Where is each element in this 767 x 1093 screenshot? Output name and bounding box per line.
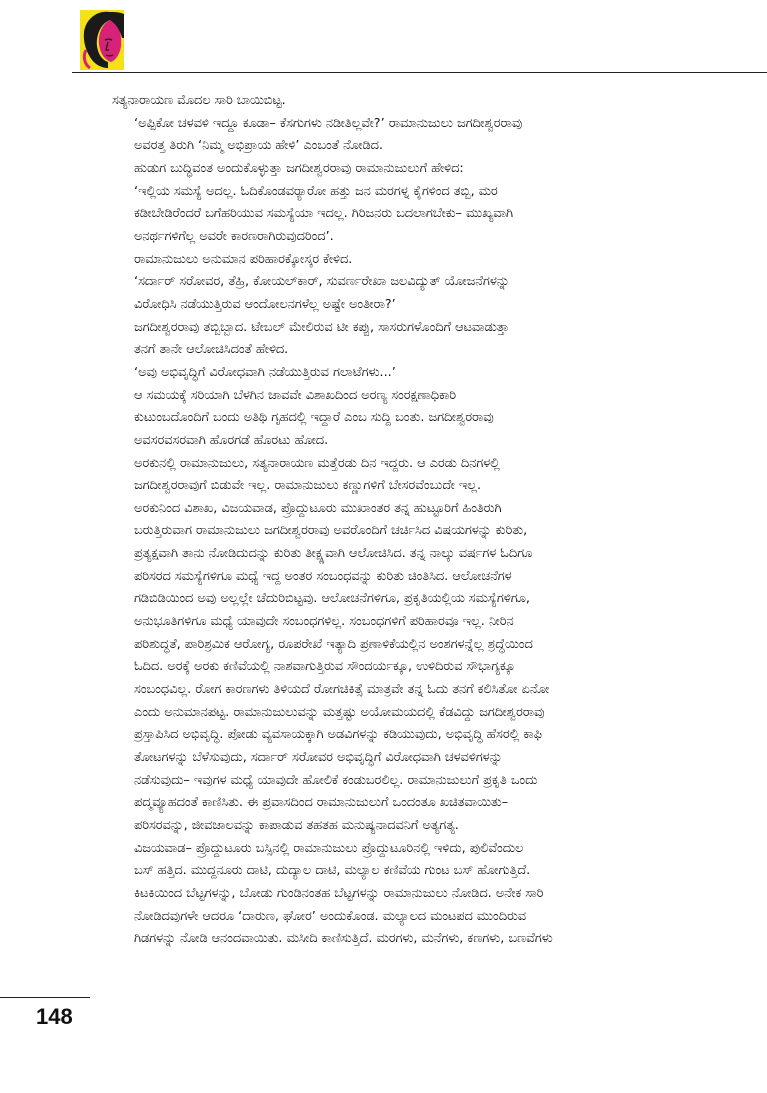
body-text xyxy=(112,90,712,951)
paragraph xyxy=(112,362,712,385)
paragraph xyxy=(112,181,712,249)
paragraph xyxy=(112,385,712,453)
footer-rule xyxy=(0,997,90,998)
text-line: ಕಡೀಬೇಡಿರೆಂದರೆ ಬಗೆಹರಿಯುವ ಸಮಸ್ಯೆಯಾ ಇದಲ್ಲ. ಗಿರಿಜನರು ಬದಲಾಗಬೇಕು– ಮುಖ್ಯವಾಗಿ xyxy=(134,206,514,222)
paragraph xyxy=(112,158,712,181)
paragraph xyxy=(112,90,712,113)
text-line: ಅನರ್ಥಗಳಿಗೆಲ್ಲ ಅವರೇ ಕಾರಣರಾಗಿರುವುದರಿಂದ’. xyxy=(134,228,334,244)
header-rule xyxy=(72,72,767,73)
paragraph xyxy=(112,498,712,838)
text-line: ‘ಅವು ಅಭಿವೃದ್ಧಿಗೆ ವಿರೋಧವಾಗಿ ನಡೆಯುತ್ತಿರುವ ಗಲಾಟೆಗಳು...’ xyxy=(134,364,396,380)
text-line: ಎಂದು ಅನುಮಾನಪಟ್ಟ. ರಾಮಾನುಜುಲುವನ್ನು ಮತ್ತಷ್ಟು ಅಯೋಮಯದಲ್ಲಿ ಕೆಡವಿದ್ದು ಜಗದೀಶ್ವರರಾವು xyxy=(134,704,545,720)
text-line: ಅವರತ್ತ ತಿರುಗಿ ‘ನಿಮ್ಮ ಅಭಿಪ್ರಾಯ ಹೇಳಿ’ ಎಂಬಂತೆ ನೋಡಿದ. xyxy=(134,138,383,154)
text-line: ಓದಿದ. ಅರಕ್ಕೆ ಅರಕು ಕಣಿವೆಯಲ್ಲಿ ನಾಶವಾಗುತ್ತಿರುವ ಸೌಂದರ್ಯಕ್ಕೂ, ಉಳಿದಿರುವ ಸೌಭಾಗ್ಯಕ್ಕೂ xyxy=(134,659,516,675)
paragraph xyxy=(112,453,712,498)
text-line: ಪ್ರತ್ಯಕ್ಷವಾಗಿ ತಾನು ನೋಡಿದುದನ್ನು ಕುರಿತು ತೀಕ್ಷ್ಣವಾಗಿ ಆಲೋಚಿಸಿದ. ತನ್ನ ನಾಲ್ಕು ವರ್ಷಗಳ ಓದಿಗೂ xyxy=(134,546,533,562)
text-line: ಪರಿಶುದ್ಧತೆ, ಪಾರಿಶ್ರಮಿಕ ಆರೋಗ್ಯ, ರೂಪರೇಖೆ ಇತ್ಯಾದಿ ಪ್ರಣಾಳಿಕೆಯಲ್ಲಿನ ಅಂಶಗಳನ್ನೆಲ್ಲ ಶ್ರದ್ಧೆಯಿಂದ xyxy=(134,636,533,652)
text-line: ಪ್ರಸ್ತಾಪಿಸಿದ ಅಭಿವೃದ್ಧಿ. ಪೋಡು ವ್ಯವಸಾಯಕ್ಕಾಗಿ ಅಡವಿಗಳನ್ನು ಕಡಿಯುವುದು, ಅಭಿವೃದ್ಧಿ ಹೆಸರಲ್ಲಿ ಕಾಫಿ xyxy=(134,727,542,743)
text-line: ಬಸ್ ಹತ್ತಿದ. ಮುದ್ದನೂರು ದಾಟಿ, ದುದ್ಯಾಲ ದಾಟಿ, ಮಲ್ಯಾಲ ಕಣಿವೆಯ ಗುಂಟ ಬಸ್ ಹೋಗುತ್ತಿದೆ. xyxy=(134,863,531,879)
text-line: ರಾಮಾನುಜುಲು ಅನುಮಾನ ಪರಿಹಾರಕ್ಕೋಸ್ಕರ ಕೇಳಿದ. xyxy=(134,251,353,267)
paragraph xyxy=(112,113,712,158)
text-line: ತನಗೆ ತಾನೇ ಆಲೋಚಿಸಿದಂತೆ ಹೇಳಿದ. xyxy=(134,342,289,358)
paragraph xyxy=(112,249,712,272)
page-number: 148 xyxy=(36,1004,73,1029)
text-line: ವಿಜಯವಾಡ– ಪ್ರೊದ್ದುಟೂರು ಬಸ್ಸಿನಲ್ಲಿ ರಾಮಾನುಜುಲು ಪ್ರೊದ್ದುಟೂರಿನಲ್ಲಿ ಇಳಿದು, ಪುಲಿವೆಂದುಲ xyxy=(134,840,524,856)
text-line: ಆ ಸಮಯಕ್ಕೆ ಸರಿಯಾಗಿ ಬೆಳಗಿನ ಜಾವವೇ ವಿಶಾಖದಿಂದ ಅರಣ್ಯ ಸಂರಕ್ಷಣಾಧಿಕಾರಿ xyxy=(134,387,457,403)
text-line: ಅವಸರವಸರವಾಗಿ ಹೊರಗಡೆ ಹೊರಟು ಹೋದ. xyxy=(134,432,329,448)
text-line: ಗಡಿಬಿಡಿಯಿಂದ ಅವು ಅಲ್ಲಲ್ಲೇ ಚೆದುರಿಬಿಟ್ಟವು. ಆಲೋಚನೆಗಳಿಗೂ, ಪ್ರಕೃತಿಯಲ್ಲಿಯ ಸಮಸ್ಯೆಗಳಿಗೂ, xyxy=(134,591,530,607)
text-line: ಪದ್ಮವ್ಯೂಹದಂತೆ ಕಾಣಿಸಿತು. ಈ ಪ್ರವಾಸದಿಂದ ರಾಮಾನುಜುಲುಗೆ ಒಂದಂತೂ ಖಚಿತವಾಯಿತು– xyxy=(134,795,509,811)
text-line: ಪರಿಸರವನ್ನು, ಜೀವಜಾಲವನ್ನು ಕಾಪಾಡುವ ತಹತಹ ಮನುಷ್ಯನಾದವನಿಗೆ ಅತ್ಯಗತ್ಯ. xyxy=(134,818,459,833)
text-line: ತೋಟಗಳನ್ನು ಬೆಳೆಸುವುದು, ಸರ್ದಾರ್ ಸರೋವರ ಅಭಿವೃದ್ಧಿಗೆ ವಿರೋಧವಾಗಿ ಚಳವಳಿಗಳನ್ನು xyxy=(134,750,503,766)
text-line: ಜಗದೀಶ್ವರರಾವು ತಬ್ಬಿಬ್ಬಾದ. ಟೇಬಲ್ ಮೇಲಿರುವ ಟೀ ಕಪ್ಪು, ಸಾಸರುಗಳೊಂದಿಗೆ ಆಟವಾಡುತ್ತಾ xyxy=(134,319,510,335)
text-line: ಅರಕುನಲ್ಲಿ ರಾಮಾನುಜುಲು, ಸತ್ಯನಾರಾಯಣ ಮತ್ತೆರಡು ದಿನ ಇದ್ದರು. ಆ ಎರಡು ದಿನಗಳಲ್ಲಿ xyxy=(134,455,500,471)
text-line: ಕುಟುಂಬದೊಂದಿಗೆ ಬಂದು ಅತಿಥಿ ಗೃಹದಲ್ಲಿ ಇದ್ದಾರೆ ಎಂಬ ಸುದ್ದಿ ಬಂತು. ಜಗದೀಶ್ವರರಾವು xyxy=(134,410,494,426)
text-line: ಕಿಟಕಿಯಿಂದ ಬೆಟ್ಟಗಳನ್ನು, ಬೋಡು ಗುಂಡಿನಂತಹ ಬೆಟ್ಟಗಳನ್ನು ರಾಮಾನುಜುಲು ನೋಡಿದ. ಅನೇಕ ಸಾರಿ xyxy=(134,885,544,901)
text-line: ಗಿಡಗಳನ್ನು ನೋಡಿ ಆನಂದವಾಯಿತು. ಮಸೀದಿ ಕಾಣಿಸುತ್ತಿದೆ. ಮರಗಳು, ಮನೆಗಳು, ಕಣಗಳು, ಬಣವೆಗಳು xyxy=(134,931,553,947)
text-line: ಅರಕುನಿಂದ ವಿಶಾಖ, ವಿಜಯವಾಡ, ಪ್ರೊದ್ದುಟೂರು ಮುಖಾಂತರ ತನ್ನ ಹುಟ್ಟೂರಿಗೆ ಹಿಂತಿರುಗಿ xyxy=(134,500,502,516)
text-line: ನೋಡಿದವುಗಳೇ ಆದರೂ ‘ದಾರುಣ, ಘೋರ’ ಅಂದುಕೊಂಡ. ಮಲ್ಯಾಲದ ಮಂಟಪದ ಮುಂದಿರುವ xyxy=(134,908,527,924)
woman-face-logo-icon xyxy=(80,10,124,70)
paragraph xyxy=(112,271,712,316)
text-line: ‘ಇಲ್ಲಿಯ ಸಮಸ್ಯೆ ಅದಲ್ಲ. ಓದಿಕೊಂಡವರ್‍ಯಾರೋ ಹತ್ತು ಜನ ಮರಗಳ್ನ ಕೈಗಳಿಂದ ತಬ್ಬಿ, ಮರ xyxy=(134,183,498,199)
text-line: ಪರಿಸರದ ಸಮಸ್ಯೆಗಳಿಗೂ ಮಧ್ಯೆ ಇದ್ದ ಅಂತರ ಸಂಬಂಧವನ್ನು ಕುರಿತು ಚಿಂತಿಸಿದ. ಆಲೋಚನೆಗಳ xyxy=(134,568,512,584)
paragraph xyxy=(112,317,712,362)
text-line: ನಡೆಸುವುದು– ಇವುಗಳ ಮಧ್ಯೆ ಯಾವುದೇ ಹೋಲಿಕೆ ಕಂಡುಬರಲಿಲ್ಲ. ರಾಮಾನುಜುಲುಗೆ ಪ್ರಕೃತಿ ಒಂದು xyxy=(134,772,538,788)
text-line: ಹುಡುಗ ಬುದ್ಧಿವಂತ ಅಂದುಕೊಳ್ಳುತ್ತಾ ಜಗದೀಶ್ವರರಾವು ರಾಮಾನುಜುಲುಗೆ ಹೇಳಿದ: xyxy=(134,160,464,176)
text-line: ‘ಅಪ್ಪಿಕೋ ಚಳವಳಿ ಇದ್ದೂ ಕೂಡಾ– ಕೆಸಗುಗಳು ನಡೀತಿಲ್ಲವೇ?’ ರಾಮಾನುಜುಲು ಜಗದೀಶ್ವರರಾವು xyxy=(134,115,523,131)
text-line: ಸತ್ಯನಾರಾಯಣ ಮೊದಲ ಸಾರಿ ಬಾಯಿಬಿಟ್ಟ. xyxy=(112,93,286,108)
text-line: ಬರುತ್ತಿರುವಾಗ ರಾಮಾನುಜುಲು ಜಗದೀಶ್ವರರಾವು ಅವರೊಂದಿಗೆ ಚರ್ಚಿಸಿದ ವಿಷಯಗಳನ್ನು ಕುರಿತು, xyxy=(134,523,528,539)
text-line: ವಿರೋಧಿಸಿ ನಡೆಯುತ್ತಿರುವ ಆಂದೋಲನಗಳೆಲ್ಲ ಅಷ್ಟೇ ಅಂತೀರಾ?’ xyxy=(134,296,396,312)
text-line: ‘ಸರ್ದಾರ್ ಸರೋವರ, ತೆಹ್ರಿ, ಕೋಯಲ್‌ಕಾರ್, ಸುವರ್ಣರೇಖಾ ಜಲವಿದ್ಯುತ್ ಯೋಜನೆಗಳನ್ನು xyxy=(134,274,510,290)
text-line: ಜಗದೀಶ್ವರರಾವುಗೆ ಬಿಡುವೇ ಇಲ್ಲ. ರಾಮಾನುಜುಲು ಕಣ್ಣುಗಳಿಗೆ ಬೇಸರವೆಂಬುದೇ ಇಲ್ಲ. xyxy=(134,478,482,494)
text-line: ಸಂಬಂಧವಿಲ್ಲ. ರೋಗ ಕಾರಣಗಳು ತಿಳಿಯದೆ ರೋಗಚಿಕಿತ್ಸೆ ಮಾತ್ರವೇ ತನ್ನ ಓದು ತನಗೆ ಕಲಿಸಿತೋ ಏನೋ xyxy=(134,682,550,698)
text-line: ಅನುಭೂತಿಗಳಿಗೂ ಮಧ್ಯೆ ಯಾವುದೇ ಸಂಬಂಧಗಳಿಲ್ಲ. ಸಂಬಂಧಗಳಿಗೆ ಪರಿಹಾರವೂ ಇಲ್ಲ. ನೀರಿನ xyxy=(134,614,514,630)
paragraph xyxy=(112,838,712,951)
